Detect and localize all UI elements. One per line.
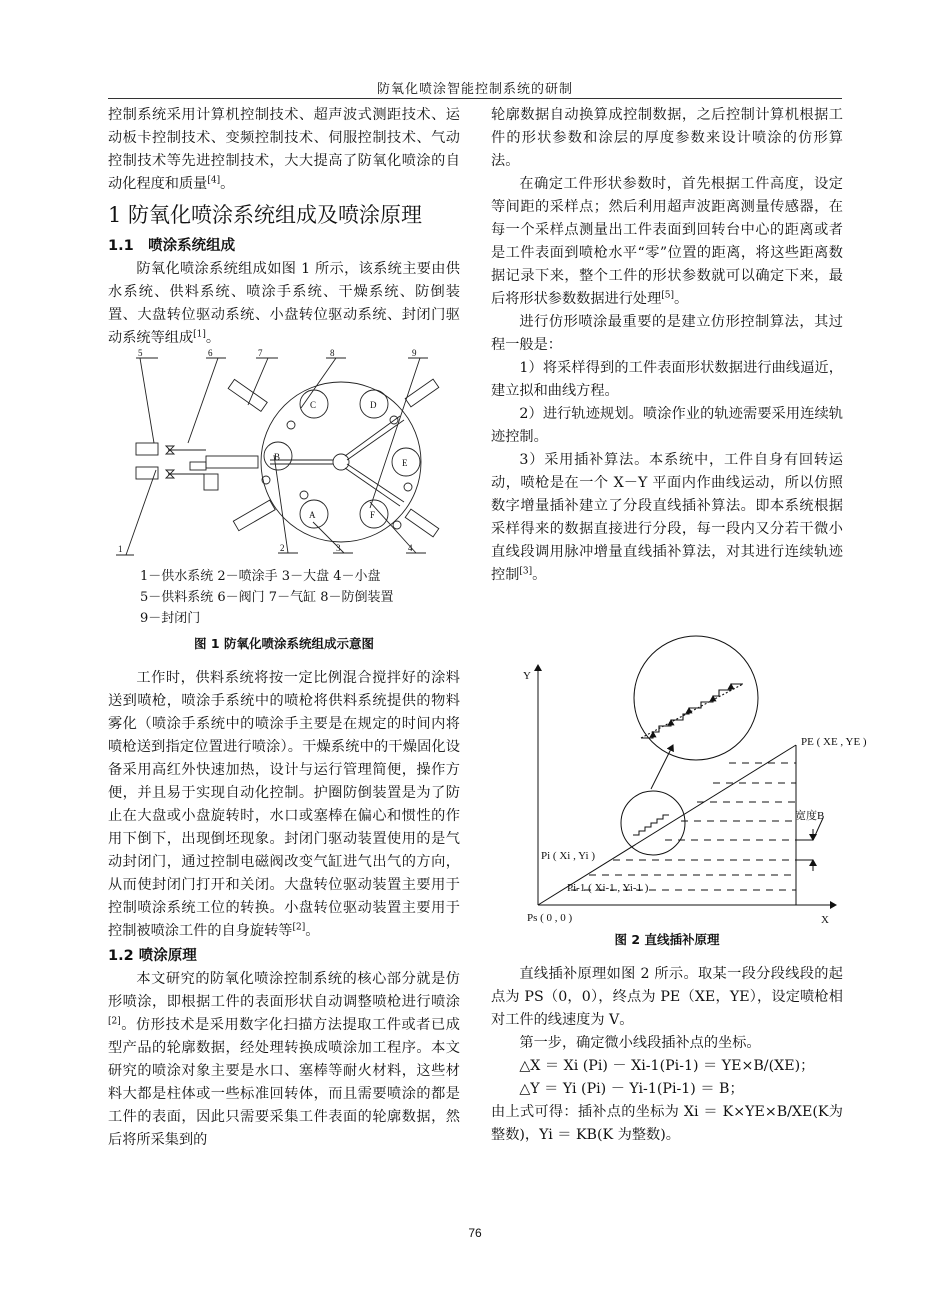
fig1-label-3: 3 [336, 543, 341, 553]
fig1-label-8: 8 [330, 348, 335, 358]
fig1-disk-b: B [274, 452, 281, 462]
section-1-1-heading: 1.1 喷涂系统组成 [108, 238, 236, 254]
left-paragraph-0: 控制系统采用计算机控制技术、超声波式测距技术、运动板卡控制技术、变频控制技术、伺服控制技术、气动控制技术等先进控制技术，大大提高了防氧化喷涂的自动化程度和质量[4]。 [108, 107, 460, 192]
left-paragraph-2: 工作时，供料系统将按一定比例混合搅拌好的涂料送到喷枪，喷涂手系统中的喷枪将供料系统提供的物料雾化（喷涂手系统中的喷涂手主要是在规定的时间内将喷枪送到指定位置进行喷涂）。干燥系统中的干燥固化设备采用高红外快速加热，设计与运行管理简便，操作方便，并且易于实现自动化控制。护圈防倒装置是为了防止在大盘或小盘旋转时，水口或塞棒在偏心和惯性的作用下倒下，出现倒坯现象。封闭门驱动装置使用的是气动封闭门，通过控制电磁阀改变气缸进气出气的方向，从而使封闭门打开和关闭。大盘转位驱动装置主要用于控制喷涂系统工位的转换。小盘转位驱动装置主要用于控制被喷涂工件的自身旋转等[2]。 [108, 670, 460, 939]
figure-2-diagram [491, 635, 867, 926]
right-paragraph-3: 进行仿形喷涂最重要的是建立仿形控制算法，其过程一般是： [491, 314, 843, 353]
fig1-label-1: 1 [118, 544, 123, 554]
running-header: 防氧化喷涂智能控制系统的研制 [376, 82, 573, 97]
right-list-item-1: 1）将采样得到的工件表面形状数据进行曲线逼近，建立拟和曲线方程。 [491, 360, 843, 399]
header-rule [108, 98, 842, 99]
fig1-disk-f: F [370, 510, 376, 520]
formula-delta-y: △Y ＝ Yi (Pi) － Yi-1(Pi-1) ＝ B； [519, 1081, 744, 1097]
section-1-heading: 1 防氧化喷涂系统组成及喷涂原理 [108, 203, 423, 227]
right-list-item-3: 3）采用插补算法。本系统中，工件自身有回转运动，喷枪是在一个 X－Y 平面内作曲线运动，所以仿照数字增量插补建立了分段直线插补算法。即本系统根据采样得来的数据直接进行分段，每一段内又分若干微小直线段调用脉冲增量直线插补算法，对其进行连续轨迹控制[3]。 [491, 452, 843, 583]
section-1-2-heading: 1.2 喷涂原理 [108, 948, 197, 964]
figure-2 [491, 635, 867, 951]
fig2-y-axis-label: Y [523, 670, 531, 682]
right-paragraph-2: 在确定工件形状参数时，首先根据工件高度，设定等间距的采样点；然后利用超声波距离测量传感器，在每一个采样点测量出工件表面到回转台中心的距离或者是工件表面到喷枪水平“零”位置的距离，将这些距离数据记录下来，整个工件的形状参数就可以确定下来，最后将形状参数数据进行处理[5]。 [491, 176, 843, 307]
figure-1-legend: 1－供水系统 2－喷涂手 3－大盘 4－小盘 5－供料系统 6－阀门 7－气缸 8－防倒装置 9－封闭门 [140, 569, 394, 626]
fig2-ps-label: Ps ( 0 , 0 ) [527, 912, 573, 924]
right-paragraph-5: 第一步，确定微小线段插补点的坐标。 [519, 1035, 761, 1051]
fig2-x-axis-label: X [821, 914, 829, 926]
fig1-label-7: 7 [258, 348, 263, 358]
left-paragraph-1: 防氧化喷涂系统组成如图 1 所示，该系统主要由供水系统、供料系统、喷涂手系统、干燥系统、防倒装置、大盘转位驱动系统、小盘转位驱动系统、封闭门驱动系统等组成[1]。 [108, 261, 460, 346]
fig1-disk-a: A [309, 510, 316, 520]
fig1-disk-e: E [402, 458, 408, 468]
fig1-disk-d: D [370, 400, 377, 410]
fig2-pi-label: Pi ( Xi , Yi ) [541, 850, 595, 862]
fig1-disk-c: C [310, 400, 317, 410]
fig2-pe-label: PE ( XE , YE ) [801, 736, 867, 748]
fig1-label-9: 9 [412, 348, 417, 358]
fig2-pi1-label: Pi-1 ( Xi-1 , Yi-1 ) [567, 882, 649, 894]
left-paragraph-3: 本文研究的防氧化喷涂控制系统的核心部分就是仿形喷涂，即根据工件的表面形状自动调整喷枪进行喷涂[2]。仿形技术是采用数字化扫描方法提取工件或者已成型产品的轮廓数据，经处理转换成喷涂加工程序。本文研究的喷涂对象主要是水口、塞棒等耐火材料，这些材料大都是柱体或一些标准回转体，而且需要喷涂的都是工件的表面，因此只需要采集工件表面的轮廓数据，然后将所采集到的 [108, 971, 460, 1148]
page-number: 76 [468, 1226, 482, 1240]
figure-2-caption: 图 2 直线插补原理 [614, 932, 720, 947]
figure-1-caption: 图 1 防氧化喷涂系统组成示意图 [194, 636, 374, 651]
figure-1-diagram [108, 350, 460, 564]
right-paragraph-4: 直线插补原理如图 2 所示。取某一段分段线段的起点为 PS（0，0），终点为 PE（XE，YE），设定喷枪相对工件的线速度为 V。 [491, 966, 843, 1028]
fig1-label-2: 2 [280, 543, 285, 553]
right-column [491, 104, 867, 1147]
left-column [108, 104, 460, 1152]
figure-1 [108, 350, 460, 655]
fig2-width-label: 宽度B [795, 810, 825, 822]
fig1-label-5: 5 [138, 348, 143, 358]
fig1-label-4: 4 [408, 543, 413, 553]
right-paragraph-1: 轮廓数据自动换算成控制数据，之后控制计算机根据工件的形状参数和涂层的厚度参数来设计喷涂的仿形算法。 [491, 107, 843, 169]
formula-delta-x: △X ＝ Xi (Pi) － Xi-1(Pi-1) ＝ YE×B/(XE)； [519, 1058, 815, 1074]
right-paragraph-6: 由上式可得：插补点的坐标为 Xi ＝ K×YE×B/XE(K为整数)，Yi ＝ KB(K 为整数)。 [491, 1104, 843, 1143]
fig1-label-6: 6 [208, 348, 213, 358]
right-list-item-2: 2）进行轨迹规划。喷涂作业的轨迹需要采用连续轨迹控制。 [491, 406, 843, 445]
